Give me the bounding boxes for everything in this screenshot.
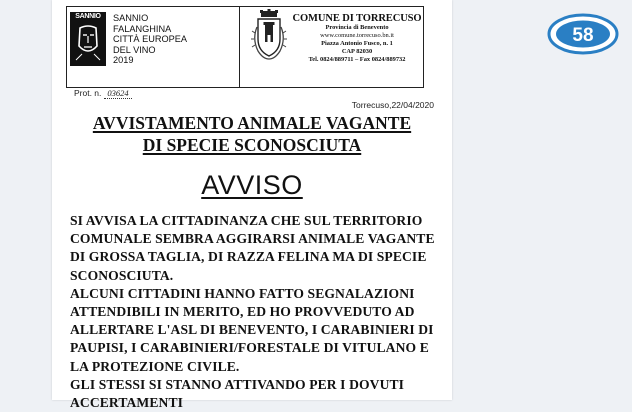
comune-province: Provincia di Benevento: [325, 24, 389, 31]
body-line: ALCUNI CITTADINI HANNO FATTO SEGNALAZIONI: [70, 285, 415, 301]
sannio-line: 2019: [113, 55, 134, 66]
date-line: Torrecuso,22/04/2020: [351, 100, 434, 110]
comune-name: COMUNE DI TORRECUSO: [292, 13, 422, 24]
body-line: ACCERTAMENTI: [70, 395, 184, 411]
title-line: AVVISTAMENTO ANIMALE VAGANTE: [92, 113, 412, 133]
sannio-line: DEL VINO: [113, 44, 156, 55]
sannio-line: FALANGHINA: [113, 23, 172, 34]
notice-body: [70, 212, 450, 412]
body-line: SI AVVISA LA CITTADINANZA CHE SUL TERRITORIO: [70, 213, 423, 228]
body-line: ALLERTARE L'ASL DI BENEVENTO, I CARABINIERI DI: [70, 322, 434, 338]
comune-address: Piazza Antonio Fusco, n. 1: [321, 40, 393, 47]
sannio-line: SANNIO: [113, 13, 149, 23]
comune-cap: CAP 82030: [341, 48, 373, 55]
sannio-falanghina-logo: [70, 12, 106, 66]
channel-logo-text: 58: [572, 25, 594, 46]
notice-title: [52, 112, 452, 156]
sannio-line: CITTÀ EUROPEA: [113, 34, 188, 45]
body-line: SCONOSCIUTA.: [70, 267, 174, 283]
channel-58-logo: [546, 12, 620, 56]
avviso-heading: [52, 170, 452, 201]
letterhead: [66, 6, 424, 88]
protocol-number: 03624: [104, 88, 131, 99]
wine-face-icon: [70, 12, 106, 66]
body-line: GLI STESSI SI STANNO ATTIVANDO PER I DOVUTI: [70, 376, 405, 392]
body-line: PAUPISI, I CARABINIERI/FORESTALE DI VITULANO E: [70, 340, 429, 356]
protocol-label: Prot. n.: [74, 88, 102, 98]
sannio-falanghina-text: [113, 13, 233, 66]
avviso-word: AVVISO: [201, 170, 303, 200]
comune-website: www.comune.torrecuso.bn.it: [320, 32, 394, 39]
title-line: DI SPECIE SCONOSCIUTA: [142, 135, 362, 155]
body-line: LA PROTEZIONE CIVILE.: [70, 358, 240, 374]
comune-info: [291, 13, 423, 64]
body-line: COMUNALE SEMBRA AGGIRARSI ANIMALE VAGANTE: [70, 231, 435, 247]
header-divider: [239, 7, 240, 87]
municipal-crest-icon: [251, 9, 287, 83]
comune-phone: Tel. 0824/889711 – Fax 0824/889732: [308, 56, 406, 63]
document-page: [52, 0, 452, 411]
sannio-logo-tag: SANNIO: [75, 13, 101, 20]
body-line: ATTENDIBILI IN MERITO, ED HO PROVVEDUTO AD: [70, 304, 415, 320]
body-line: DI GROSSA TAGLIA, DI RAZZA FELINA MA DI SPECIE: [70, 249, 427, 265]
protocol-line: [74, 88, 132, 99]
